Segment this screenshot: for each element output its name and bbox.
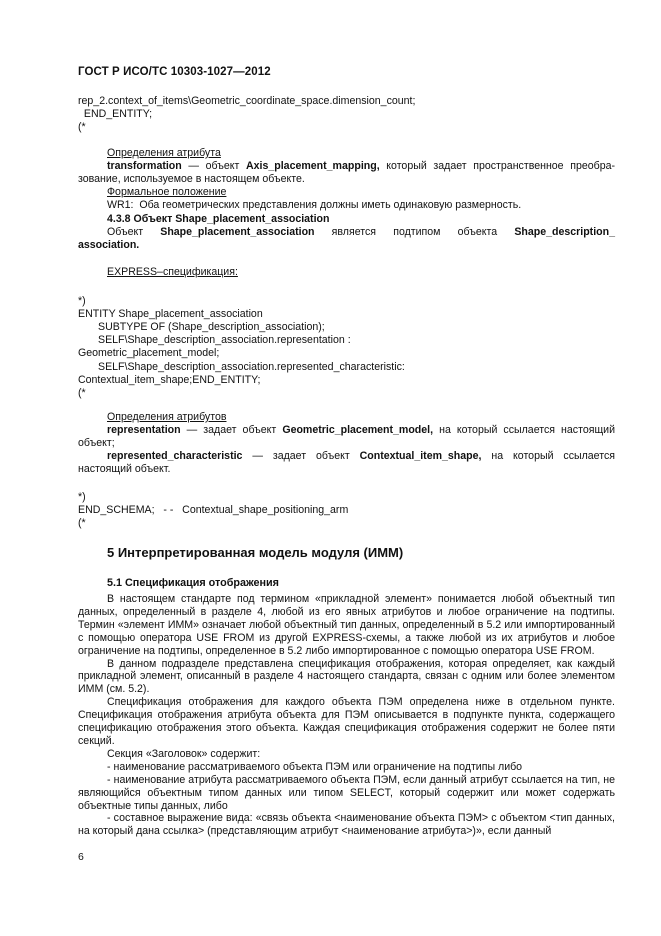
text-span: — задает объект <box>180 424 283 437</box>
express-specification <box>78 266 615 400</box>
code-fragment-top <box>78 95 615 134</box>
text-span: на который ссылается настоящий <box>433 424 615 437</box>
paragraph: Спецификация отображения для каждого объекта ПЭМ определена ниже в отдельном пункте. Спецификация отображения атрибута объекта для ПЭМ описывается в подпункте пункта, содержащего спецификацию отображения этого объекта. Каждая спецификация отображения содержит не более пяти секций. <box>78 696 615 747</box>
code-line: END_ENTITY; <box>78 108 153 121</box>
object-name: Geometric_placement_model, <box>282 424 434 437</box>
code-line: SELF\Shape_description_association.representation : <box>98 334 351 347</box>
attribute-definition-cont: зование, используемое в настоящем объекте. <box>78 173 305 186</box>
attribute-definition-line <box>78 424 615 437</box>
page-header: ГОСТ Р ИСО/ТС 10303-1027—2012 <box>78 66 271 78</box>
attribute-term: transformation <box>107 160 182 173</box>
code-line: rep_2.context_of_items\Geometric_coordinate_space.dimension_count; <box>78 95 416 107</box>
section-5-title: 5 Интерпретированная модель модуля (ИММ) <box>107 545 404 560</box>
page-number: 6 <box>78 851 84 863</box>
code-line: (* <box>78 386 86 399</box>
attribute-term: represented_characteristic <box>107 450 243 463</box>
attribute-definition-line <box>78 160 615 173</box>
object-name: Shape_description_ <box>514 226 615 239</box>
text-span: который задает пространственное преобра- <box>379 160 615 173</box>
attribute-definition-cont: настоящий объект. <box>78 463 171 476</box>
section-5-1-body <box>78 593 615 838</box>
attribute-heading: Определения атрибута <box>107 147 221 159</box>
code-line: Geometric_placement_model; <box>78 347 220 360</box>
object-name: Axis_placement_mapping, <box>246 160 380 173</box>
text-span: — объект <box>181 160 246 173</box>
object-name: Shape_placement_association <box>160 226 315 239</box>
text-span: на который ссылается <box>481 450 615 463</box>
object-name: Contextual_item_shape, <box>359 450 482 463</box>
code-line: (* <box>78 121 86 134</box>
paragraph: Секция «Заголовок» содержит: <box>107 747 261 760</box>
paragraph: В данном подразделе представлена спецификация отображения, которая определяет, как каждый прикладной элемент, описанный в разделе 4 настоящего стандарта, связан с одним или более элементом ИММ (см. 5.2). <box>78 657 615 696</box>
attribute-definitions-2 <box>78 411 615 476</box>
list-item: - наименование атрибута рассматриваемого объекта ПЭМ, если данный атрибут ссылается на тип, не являющийся объектным типом данных или типом SELECT, который содержит или может содержать объектные типы данных, либо <box>78 773 615 812</box>
attribute-term: representation <box>107 424 181 437</box>
code-line: ENTITY Shape_placement_association <box>78 308 263 321</box>
attribute-definitions-1 <box>78 147 615 212</box>
section-4-3-8 <box>78 213 615 252</box>
wr1-rule: WR1: Оба геометрических представления должны иметь одинаковую размерность. <box>107 199 522 212</box>
formal-heading: Формальное положение <box>107 186 227 199</box>
code-line: *) <box>78 295 86 308</box>
code-line: END_SCHEMA; - - Contextual_shape_positioning_arm <box>78 504 349 517</box>
attribute-definition-cont: объект; <box>78 437 115 450</box>
code-line: Contextual_item_shape;END_ENTITY; <box>78 373 261 386</box>
text-span: Объект <box>107 226 161 239</box>
end-schema <box>78 491 615 530</box>
code-line: SUBTYPE OF (Shape_description_association); <box>98 321 325 334</box>
list-item: - наименование рассматриваемого объекта ПЭМ или ограничение на подтипы либо <box>107 760 523 773</box>
express-heading: EXPRESS–спецификация: <box>107 266 238 278</box>
code-line: (* <box>78 517 86 530</box>
code-line: SELF\Shape_description_association.represented_characteristic: <box>98 360 405 373</box>
text-span: является подтипом объекта <box>314 226 515 239</box>
section-paragraph <box>78 226 615 239</box>
list-item: - составное выражение вида: «связь объекта <наименование объекта ПЭМ> с объектом <тип данных, на который дана ссылка> (представляющим атрибут <наименование атрибута>)», если данный <box>78 812 615 838</box>
attribute-definition-line <box>78 450 615 463</box>
section-heading: 4.3.8 Объект Shape_placement_association <box>107 213 330 225</box>
object-name-cont: association. <box>78 239 140 252</box>
paragraph: В настоящем стандарте под термином «прикладной элемент» понимается любой объектный тип данных, определенный в разделе 4, любой из его явных атрибутов и любое ограничение на подтипы. Термин «элемент ИММ» означает любой объектный тип данных, определенный в 5.2 или импортированный с помощью оператора USE FROM из другой EXPRESS-схемы, а также любой из их атрибутов и любое ограничение на подтипы, определенное в 5.2 либо импортированное с помощью оператора USE FROM. <box>78 593 615 657</box>
section-5-1-title: 5.1 Спецификация отображения <box>107 577 279 589</box>
code-line: *) <box>78 491 86 503</box>
text-span: — задает объект <box>242 450 360 463</box>
attribute-heading: Определения атрибутов <box>107 411 227 423</box>
